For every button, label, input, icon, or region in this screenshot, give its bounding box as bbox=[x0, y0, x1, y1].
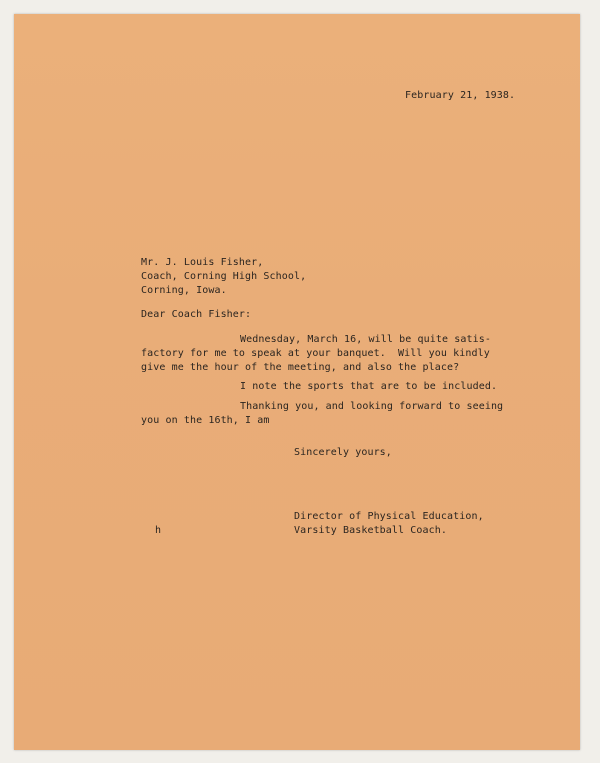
signature-title-line-2: Varsity Basketball Coach. bbox=[294, 525, 448, 536]
body-paragraph-1-line-1: Wednesday, March 16, will be quite satis- bbox=[240, 334, 491, 345]
recipient-name: Mr. J. Louis Fisher, bbox=[141, 257, 264, 268]
recipient-title: Coach, Corning High School, bbox=[141, 271, 307, 282]
typist-initials: h bbox=[155, 525, 162, 536]
recipient-location: Corning, Iowa. bbox=[141, 285, 227, 296]
signature-title-line-1: Director of Physical Education, bbox=[294, 511, 484, 522]
body-paragraph-1-line-3: give me the hour of the meeting, and also the place? bbox=[141, 362, 460, 373]
letter-page bbox=[14, 14, 580, 750]
body-paragraph-1-line-2: factory for me to speak at your banquet. Will you kindly bbox=[141, 348, 490, 359]
closing: Sincerely yours, bbox=[294, 447, 392, 458]
body-paragraph-3-line-2: you on the 16th, I am bbox=[141, 415, 270, 426]
body-paragraph-3-line-1: Thanking you, and looking forward to seeing bbox=[240, 401, 504, 412]
letter-date: February 21, 1938. bbox=[405, 90, 516, 101]
salutation: Dear Coach Fisher: bbox=[141, 309, 252, 320]
body-paragraph-2: I note the sports that are to be included. bbox=[240, 381, 498, 392]
